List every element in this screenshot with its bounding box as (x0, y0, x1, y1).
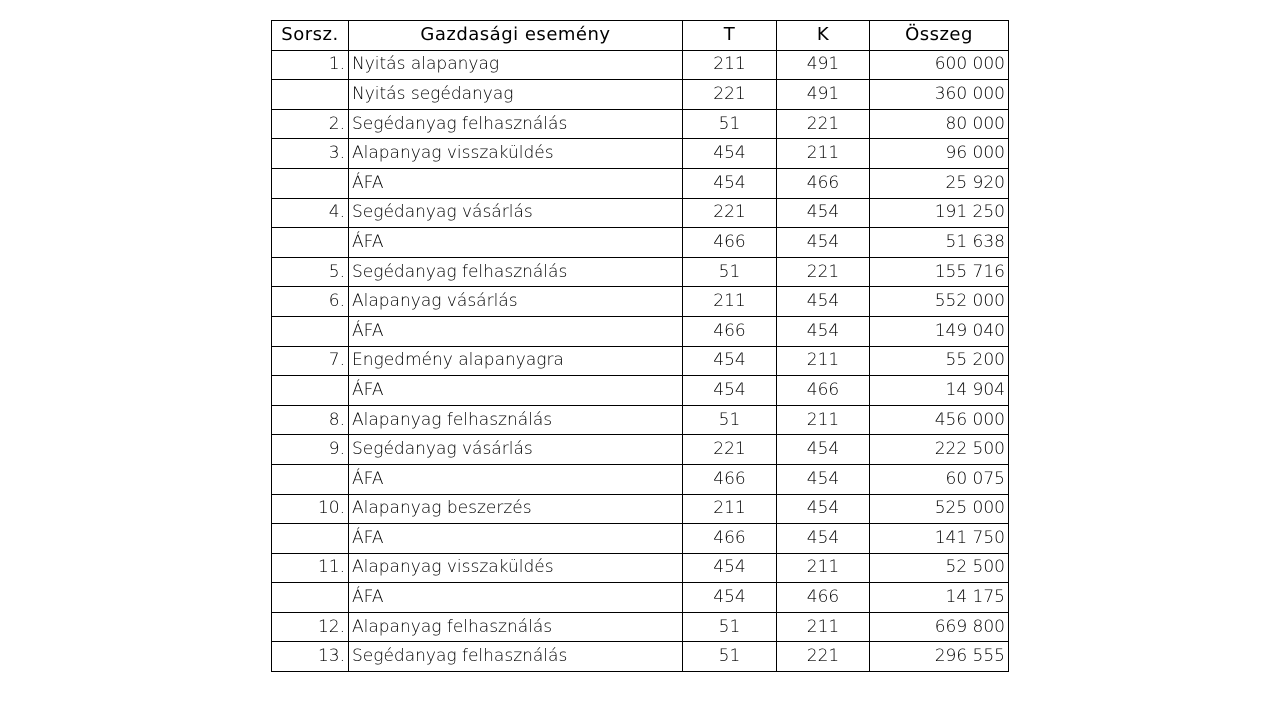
row-sequence-number: 6. (272, 287, 349, 317)
header-sequence-number: Sorsz. (272, 21, 349, 51)
row-economic-event: Alapanyag felhasználás (349, 405, 683, 435)
row-economic-event: Segédanyag felhasználás (349, 257, 683, 287)
header-economic-event: Gazdasági esemény (349, 21, 683, 51)
row-amount: 600 000 (870, 50, 1009, 80)
table-row (272, 287, 1009, 317)
row-debit-account: 454 (683, 168, 777, 198)
row-economic-event: ÁFA (349, 376, 683, 406)
ledger-body (272, 50, 1009, 671)
row-debit-account: 211 (683, 494, 777, 524)
row-credit-account: 454 (777, 287, 870, 317)
row-sequence-number (272, 228, 349, 258)
row-economic-event: Segédanyag felhasználás (349, 109, 683, 139)
row-economic-event: Segédanyag felhasználás (349, 642, 683, 672)
row-sequence-number (272, 376, 349, 406)
table-row (272, 642, 1009, 672)
row-debit-account: 454 (683, 139, 777, 169)
row-amount: 191 250 (870, 198, 1009, 228)
row-credit-account: 466 (777, 168, 870, 198)
row-amount: 456 000 (870, 405, 1009, 435)
row-debit-account: 221 (683, 435, 777, 465)
table-row (272, 168, 1009, 198)
row-amount: 60 075 (870, 464, 1009, 494)
row-amount: 52 500 (870, 553, 1009, 583)
row-amount: 552 000 (870, 287, 1009, 317)
ledger-table (271, 20, 1009, 672)
table-row (272, 376, 1009, 406)
table-row (272, 553, 1009, 583)
table-row (272, 109, 1009, 139)
row-credit-account: 211 (777, 139, 870, 169)
row-sequence-number: 10. (272, 494, 349, 524)
row-economic-event: ÁFA (349, 464, 683, 494)
header-debit-account: T (683, 21, 777, 51)
row-debit-account: 454 (683, 583, 777, 613)
row-credit-account: 491 (777, 50, 870, 80)
row-economic-event: Engedmény alapanyagra (349, 346, 683, 376)
row-economic-event: Segédanyag vásárlás (349, 435, 683, 465)
row-credit-account: 466 (777, 376, 870, 406)
row-amount: 14 175 (870, 583, 1009, 613)
table-row (272, 139, 1009, 169)
row-credit-account: 454 (777, 316, 870, 346)
row-credit-account: 466 (777, 583, 870, 613)
row-sequence-number (272, 464, 349, 494)
row-debit-account: 51 (683, 642, 777, 672)
row-sequence-number: 9. (272, 435, 349, 465)
row-debit-account: 211 (683, 50, 777, 80)
row-credit-account: 211 (777, 405, 870, 435)
row-credit-account: 221 (777, 642, 870, 672)
row-debit-account: 466 (683, 524, 777, 554)
row-economic-event: Nyitás alapanyag (349, 50, 683, 80)
row-credit-account: 454 (777, 198, 870, 228)
table-row (272, 435, 1009, 465)
row-sequence-number: 11. (272, 553, 349, 583)
row-credit-account: 454 (777, 524, 870, 554)
row-credit-account: 454 (777, 494, 870, 524)
row-amount: 141 750 (870, 524, 1009, 554)
row-amount: 14 904 (870, 376, 1009, 406)
row-debit-account: 466 (683, 464, 777, 494)
row-debit-account: 51 (683, 612, 777, 642)
row-economic-event: Segédanyag vásárlás (349, 198, 683, 228)
row-sequence-number (272, 583, 349, 613)
row-debit-account: 466 (683, 228, 777, 258)
row-economic-event: ÁFA (349, 583, 683, 613)
row-sequence-number (272, 80, 349, 110)
row-amount: 149 040 (870, 316, 1009, 346)
row-amount: 360 000 (870, 80, 1009, 110)
row-amount: 296 555 (870, 642, 1009, 672)
row-economic-event: Alapanyag visszaküldés (349, 139, 683, 169)
row-credit-account: 211 (777, 612, 870, 642)
row-debit-account: 221 (683, 198, 777, 228)
table-row (272, 346, 1009, 376)
row-debit-account: 454 (683, 376, 777, 406)
row-debit-account: 221 (683, 80, 777, 110)
row-amount: 669 800 (870, 612, 1009, 642)
row-economic-event: ÁFA (349, 524, 683, 554)
table-row (272, 464, 1009, 494)
row-sequence-number: 1. (272, 50, 349, 80)
row-sequence-number: 7. (272, 346, 349, 376)
row-economic-event: Alapanyag vásárlás (349, 287, 683, 317)
row-amount: 525 000 (870, 494, 1009, 524)
row-credit-account: 454 (777, 435, 870, 465)
row-amount: 155 716 (870, 257, 1009, 287)
table-row (272, 228, 1009, 258)
row-credit-account: 211 (777, 553, 870, 583)
row-debit-account: 51 (683, 109, 777, 139)
row-amount: 96 000 (870, 139, 1009, 169)
row-economic-event: Alapanyag visszaküldés (349, 553, 683, 583)
row-debit-account: 51 (683, 257, 777, 287)
row-amount: 51 638 (870, 228, 1009, 258)
row-debit-account: 454 (683, 346, 777, 376)
table-row (272, 80, 1009, 110)
table-row (272, 524, 1009, 554)
row-credit-account: 211 (777, 346, 870, 376)
row-amount: 80 000 (870, 109, 1009, 139)
table-row (272, 257, 1009, 287)
row-amount: 55 200 (870, 346, 1009, 376)
row-credit-account: 454 (777, 228, 870, 258)
row-credit-account: 221 (777, 109, 870, 139)
row-debit-account: 211 (683, 287, 777, 317)
table-row (272, 50, 1009, 80)
table-row (272, 494, 1009, 524)
row-sequence-number: 13. (272, 642, 349, 672)
row-credit-account: 454 (777, 464, 870, 494)
table-row (272, 583, 1009, 613)
row-credit-account: 221 (777, 257, 870, 287)
header-credit-account: K (777, 21, 870, 51)
row-sequence-number: 12. (272, 612, 349, 642)
row-sequence-number (272, 316, 349, 346)
row-sequence-number: 4. (272, 198, 349, 228)
row-amount: 222 500 (870, 435, 1009, 465)
row-sequence-number: 5. (272, 257, 349, 287)
row-sequence-number: 2. (272, 109, 349, 139)
row-sequence-number (272, 168, 349, 198)
row-economic-event: ÁFA (349, 228, 683, 258)
table-row (272, 405, 1009, 435)
row-debit-account: 466 (683, 316, 777, 346)
row-economic-event: ÁFA (349, 316, 683, 346)
row-economic-event: Alapanyag beszerzés (349, 494, 683, 524)
row-sequence-number: 3. (272, 139, 349, 169)
header-amount: Összeg (870, 21, 1009, 51)
row-credit-account: 491 (777, 80, 870, 110)
row-debit-account: 51 (683, 405, 777, 435)
row-economic-event: Alapanyag felhasználás (349, 612, 683, 642)
table-row (272, 198, 1009, 228)
table-row (272, 316, 1009, 346)
row-amount: 25 920 (870, 168, 1009, 198)
row-debit-account: 454 (683, 553, 777, 583)
header-row (272, 21, 1009, 51)
row-economic-event: Nyitás segédanyag (349, 80, 683, 110)
table-row (272, 612, 1009, 642)
row-sequence-number: 8. (272, 405, 349, 435)
row-sequence-number (272, 524, 349, 554)
row-economic-event: ÁFA (349, 168, 683, 198)
